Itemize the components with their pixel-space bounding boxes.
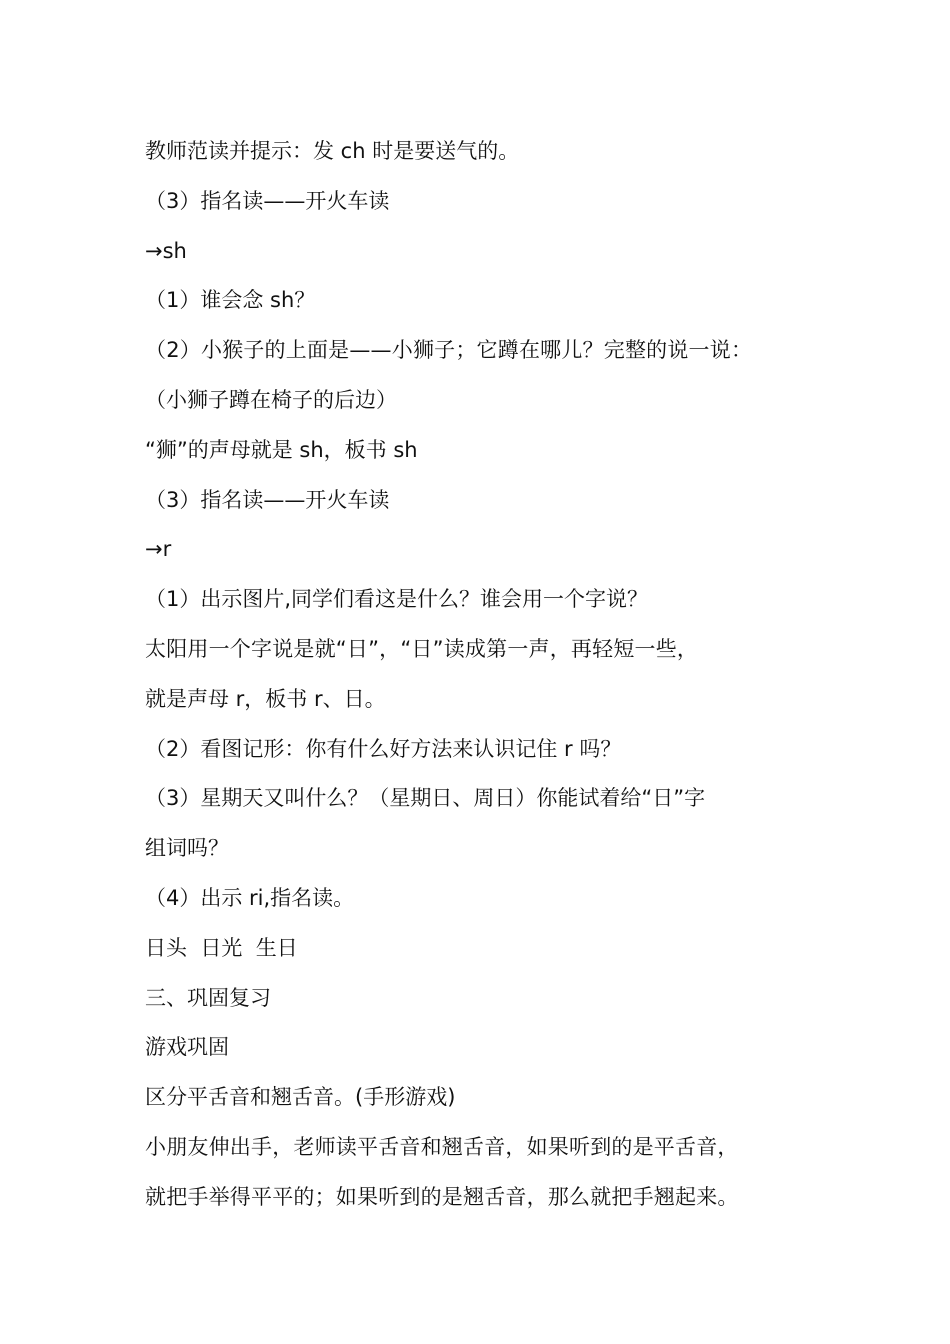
paragraph-line: 小朋友伸出手，老师读平舌音和翘舌音，如果听到的是平舌音， bbox=[145, 1134, 739, 1159]
paragraph-line: →sh bbox=[145, 238, 187, 263]
paragraph-line: →r bbox=[145, 537, 172, 562]
paragraph-line: （4）出示 ri,指名读。 bbox=[145, 885, 355, 910]
paragraph-line: 区分平舌音和翘舌音。(手形游戏) bbox=[145, 1085, 456, 1110]
paragraph-line: 日头 日光 生日 bbox=[145, 935, 298, 960]
paragraph-line: 太阳用一个字说是就“日”，“日”读成第一声，再轻短一些， bbox=[145, 636, 699, 661]
paragraph-line: （3）指名读——开火车读 bbox=[145, 487, 390, 512]
paragraph-line: （小狮子蹲在椅子的后边） bbox=[145, 387, 397, 412]
paragraph-line: （3）星期天又叫什么？（星期日、周日）你能试着给“日”字 bbox=[145, 786, 706, 811]
paragraph-line: 就把手举得平平的；如果听到的是翘舌音，那么就把手翘起来。 bbox=[145, 1184, 739, 1209]
paragraph-line: “狮”的声母就是 sh，板书 sh bbox=[145, 437, 418, 462]
paragraph-line: （1）出示图片,同学们看这是什么？谁会用一个字说？ bbox=[145, 587, 649, 612]
paragraph-line: （1）谁会念 sh？ bbox=[145, 288, 316, 313]
paragraph-line: （3）指名读——开火车读 bbox=[145, 188, 390, 213]
paragraph-line: 组词吗？ bbox=[145, 836, 229, 861]
section-heading: 三、巩固复习 bbox=[145, 985, 271, 1010]
paragraph-line: 就是声母 r，板书 r、日。 bbox=[145, 686, 386, 711]
paragraph-line: 游戏巩固 bbox=[145, 1035, 229, 1060]
document-body bbox=[145, 127, 835, 1223]
paragraph-line: 教师范读并提示：发 ch 时是要送气的。 bbox=[145, 139, 520, 163]
paragraph-line: （2）小猴子的上面是——小狮子；它蹲在哪儿？完整的说一说： bbox=[145, 338, 753, 363]
paragraph-line: （2）看图记形：你有什么好方法来认识记住 r 吗？ bbox=[145, 736, 622, 761]
